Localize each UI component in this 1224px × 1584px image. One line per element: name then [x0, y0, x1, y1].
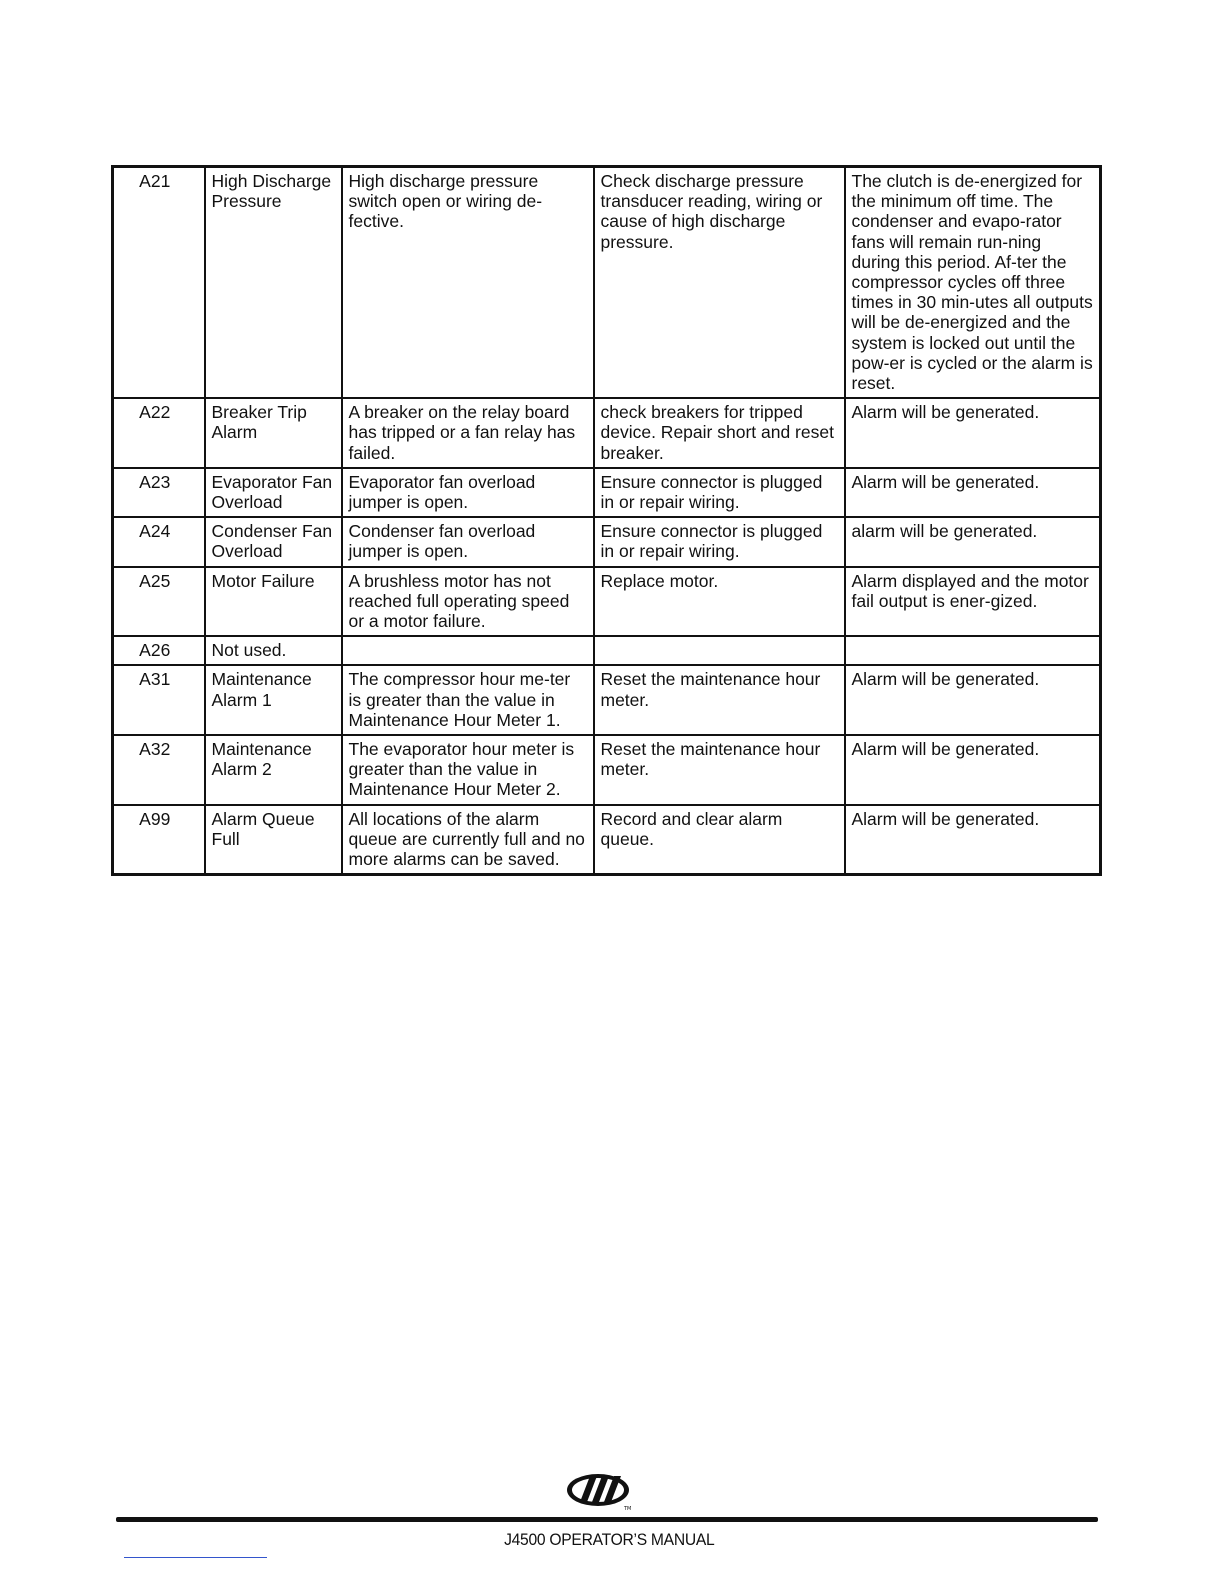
- alarm-cause: A brushless motor has not reached full operating speed or a motor failure.: [342, 567, 594, 637]
- alarm-action: Record and clear alarm queue.: [594, 805, 845, 875]
- alarm-action: [594, 636, 845, 665]
- alarm-name: High Discharge Pressure: [205, 167, 342, 399]
- svg-text:TM: TM: [624, 1506, 632, 1512]
- table-row: [113, 167, 1101, 399]
- alarm-code: A25: [113, 567, 205, 637]
- alarm-name: Maintenance Alarm 2: [205, 735, 342, 805]
- alarm-cause: High discharge pressure switch open or wiring de-fective.: [342, 167, 594, 399]
- alarm-result: [845, 636, 1101, 665]
- table-row: [113, 517, 1101, 566]
- alarm-action: Ensure connector is plugged in or repair wiring.: [594, 517, 845, 566]
- alarm-result: Alarm displayed and the motor fail output is ener-gized.: [845, 567, 1101, 637]
- alarm-code: A22: [113, 398, 205, 468]
- alarm-cause: The evaporator hour meter is greater than the value in Maintenance Hour Meter 2.: [342, 735, 594, 805]
- alarm-code: A32: [113, 735, 205, 805]
- alarm-code: A31: [113, 665, 205, 735]
- link-underline[interactable]: [124, 1557, 267, 1558]
- manual-title: J4500 OPERATOR’S MANUAL: [504, 1530, 715, 1549]
- mci-logo-icon: [562, 1470, 642, 1512]
- alarm-action: check breakers for tripped device. Repair short and reset breaker.: [594, 398, 845, 468]
- alarm-cause: Condenser fan overload jumper is open.: [342, 517, 594, 566]
- table-row: [113, 735, 1101, 805]
- table-row: [113, 665, 1101, 735]
- table-row: [113, 636, 1101, 665]
- alarm-code: A24: [113, 517, 205, 566]
- alarm-action: Ensure connector is plugged in or repair wiring.: [594, 468, 845, 517]
- alarm-action: Reset the maintenance hour meter.: [594, 665, 845, 735]
- alarm-name: Motor Failure: [205, 567, 342, 637]
- alarm-cause: Evaporator fan overload jumper is open.: [342, 468, 594, 517]
- alarm-name: Breaker Trip Alarm: [205, 398, 342, 468]
- table-row: [113, 398, 1101, 468]
- table-row: [113, 468, 1101, 517]
- alarm-result: Alarm will be generated.: [845, 398, 1101, 468]
- alarm-cause: [342, 636, 594, 665]
- alarm-code-table: [111, 165, 1102, 876]
- alarm-action: Check discharge pressure transducer reading, wiring or cause of high discharge pressure.: [594, 167, 845, 399]
- alarm-action: Reset the maintenance hour meter.: [594, 735, 845, 805]
- alarm-result: alarm will be generated.: [845, 517, 1101, 566]
- alarm-result: The clutch is de-energized for the minimum off time. The condenser and evapo-rator fans will remain run-ning during this period. Af-ter the compressor cycles off three times in 30 min-utes all outputs will be de-energized and the system is locked out until the pow-er is cycled or the alarm is reset.: [845, 167, 1101, 399]
- alarm-cause: A breaker on the relay board has tripped or a fan relay has failed.: [342, 398, 594, 468]
- alarm-result: Alarm will be generated.: [845, 665, 1101, 735]
- alarm-name: Alarm Queue Full: [205, 805, 342, 875]
- alarm-action: Replace motor.: [594, 567, 845, 637]
- alarm-name: Evaporator Fan Overload: [205, 468, 342, 517]
- table-row: [113, 567, 1101, 637]
- alarm-result: Alarm will be generated.: [845, 735, 1101, 805]
- alarm-name: Not used.: [205, 636, 342, 665]
- alarm-name: Maintenance Alarm 1: [205, 665, 342, 735]
- alarm-result: Alarm will be generated.: [845, 468, 1101, 517]
- alarm-code: A23: [113, 468, 205, 517]
- alarm-code: A99: [113, 805, 205, 875]
- alarm-cause: The compressor hour me-ter is greater than the value in Maintenance Hour Meter 1.: [342, 665, 594, 735]
- alarm-cause: All locations of the alarm queue are currently full and no more alarms can be saved.: [342, 805, 594, 875]
- alarm-code: A21: [113, 167, 205, 399]
- table-row: [113, 805, 1101, 875]
- footer-divider: [116, 1517, 1098, 1522]
- alarm-code: A26: [113, 636, 205, 665]
- alarm-result: Alarm will be generated.: [845, 805, 1101, 875]
- alarm-name: Condenser Fan Overload: [205, 517, 342, 566]
